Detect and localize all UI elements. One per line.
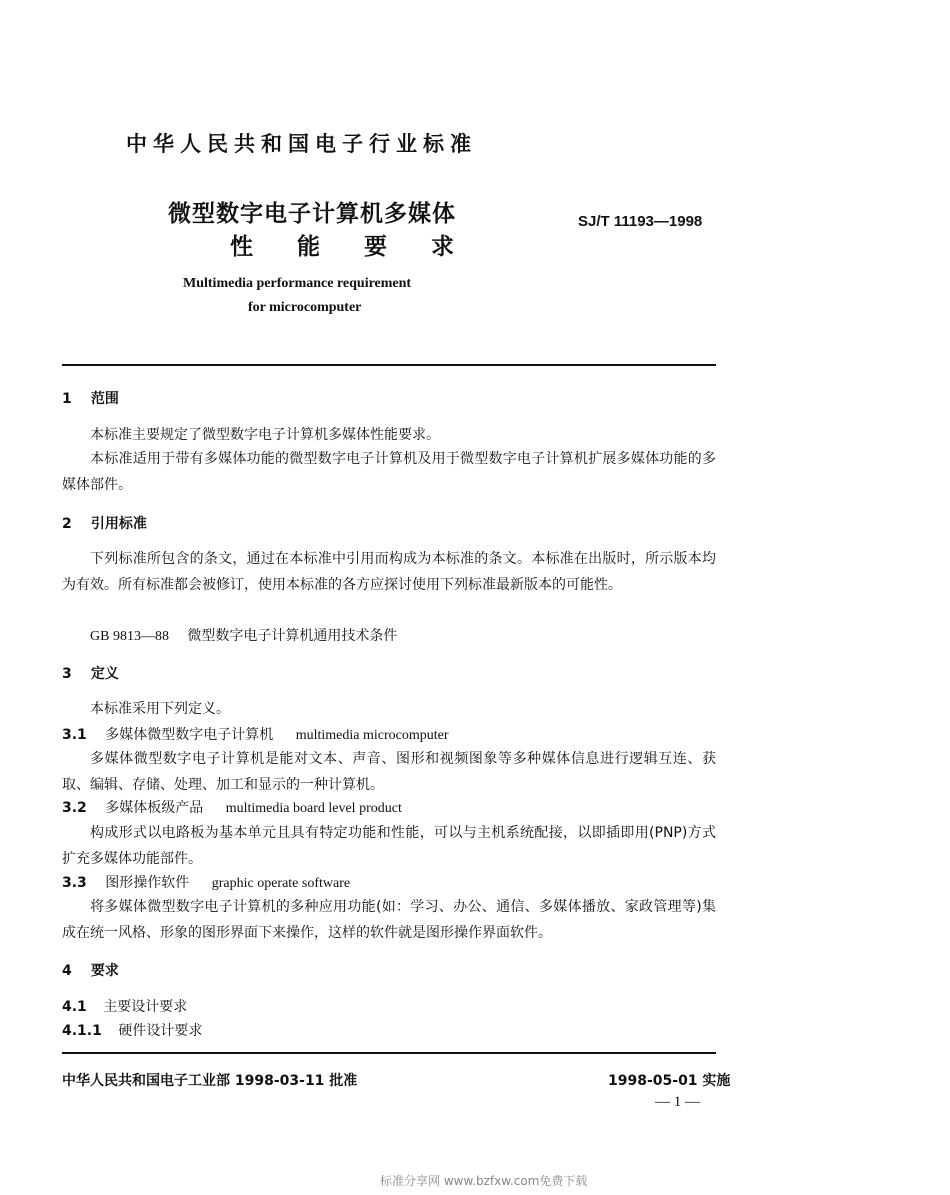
approval-line: 中华人民共和国电子工业部 1998-03-11 批准	[62, 1073, 358, 1089]
clause-number: 3.3	[62, 875, 87, 891]
section-number: 2	[62, 516, 72, 532]
term-zh: 多媒体板级产品	[105, 800, 204, 816]
term-zh: 图形操作软件	[105, 875, 190, 891]
page-number: — 1 —	[655, 1094, 700, 1110]
effective-date: 1998-05-01 实施	[608, 1073, 731, 1089]
standard-code: SJ/T 11193—1998	[578, 213, 703, 230]
document-title: 微型数字电子计算机多媒体	[168, 201, 456, 227]
section-number: 4	[62, 963, 72, 979]
definition-3-3-heading	[62, 872, 350, 892]
section-1-heading	[62, 388, 119, 408]
reference-title: 微型数字电子计算机通用技术条件	[187, 628, 398, 644]
section-number: 3	[62, 666, 72, 682]
header-divider	[62, 364, 716, 366]
definition-3-1-heading	[62, 724, 449, 744]
section-4-heading	[62, 960, 119, 980]
clause-title: 主要设计要求	[103, 999, 188, 1015]
section-title: 范围	[90, 391, 119, 407]
term-en: multimedia board level product	[225, 801, 402, 816]
clause-number: 3.1	[62, 727, 87, 743]
paragraph: 多媒体微型数字电子计算机是能对文本、声音、图形和视频图象等多种媒体信息进行逻辑互连、获取、编辑、存储、处理、加工和显示的一种计算机。	[62, 751, 716, 793]
term-en: multimedia microcomputer	[295, 728, 449, 743]
paragraph: 本标准主要规定了微型数字电子计算机多媒体性能要求。	[90, 427, 440, 443]
term-zh: 多媒体微型数字电子计算机	[105, 727, 274, 743]
reference-standard	[90, 625, 397, 645]
english-title-line1: Multimedia performance requirement	[183, 276, 412, 291]
org-title: 中华人民共和国电子行业标准	[126, 132, 477, 156]
section-2-heading	[62, 513, 147, 533]
section-title: 引用标准	[90, 516, 147, 532]
english-title-line2: for microcomputer	[248, 300, 362, 315]
clause-title: 硬件设计要求	[118, 1023, 203, 1039]
reference-code: GB 9813—88	[90, 629, 169, 644]
term-en: graphic operate software	[211, 876, 351, 891]
section-number: 1	[62, 391, 72, 407]
paragraph: 本标准采用下列定义。	[90, 701, 230, 717]
paragraph: 本标准适用于带有多媒体功能的微型数字电子计算机及用于微型数字电子计算机扩展多媒体功能的多媒体部件。	[62, 451, 716, 493]
subsection-4-1-heading	[62, 996, 187, 1016]
clause-number: 4.1.1	[62, 1023, 102, 1039]
section-title: 要求	[90, 963, 119, 979]
subsection-4-1-1-heading	[62, 1020, 202, 1040]
clause-number: 3.2	[62, 800, 87, 816]
watermark-text: 标准分享网 www.bzfxw.com免费下载	[380, 1174, 588, 1188]
paragraph: 将多媒体微型数字电子计算机的多种应用功能(如：学习、办公、通信、多媒体播放、家政管理等)集成在统一风格、形象的图形界面下来操作，这样的软件就是图形操作界面软件。	[62, 899, 716, 941]
footer-divider	[62, 1052, 716, 1054]
section-3-heading	[62, 663, 119, 683]
definition-3-2-heading	[62, 797, 402, 817]
section-title: 定义	[90, 666, 119, 682]
clause-number: 4.1	[62, 999, 87, 1015]
document-title-line2: 性 能 要 求	[230, 234, 473, 260]
paragraph: 构成形式以电路板为基本单元且具有特定功能和性能，可以与主机系统配接，以即插即用(PNP)方式扩充多媒体功能部件。	[62, 825, 716, 867]
paragraph: 下列标准所包含的条文，通过在本标准中引用而构成为本标准的条文。本标准在出版时，所示版本均为有效。所有标准都会被修订，使用本标准的各方应探讨使用下列标准最新版本的可能性。	[62, 551, 716, 593]
